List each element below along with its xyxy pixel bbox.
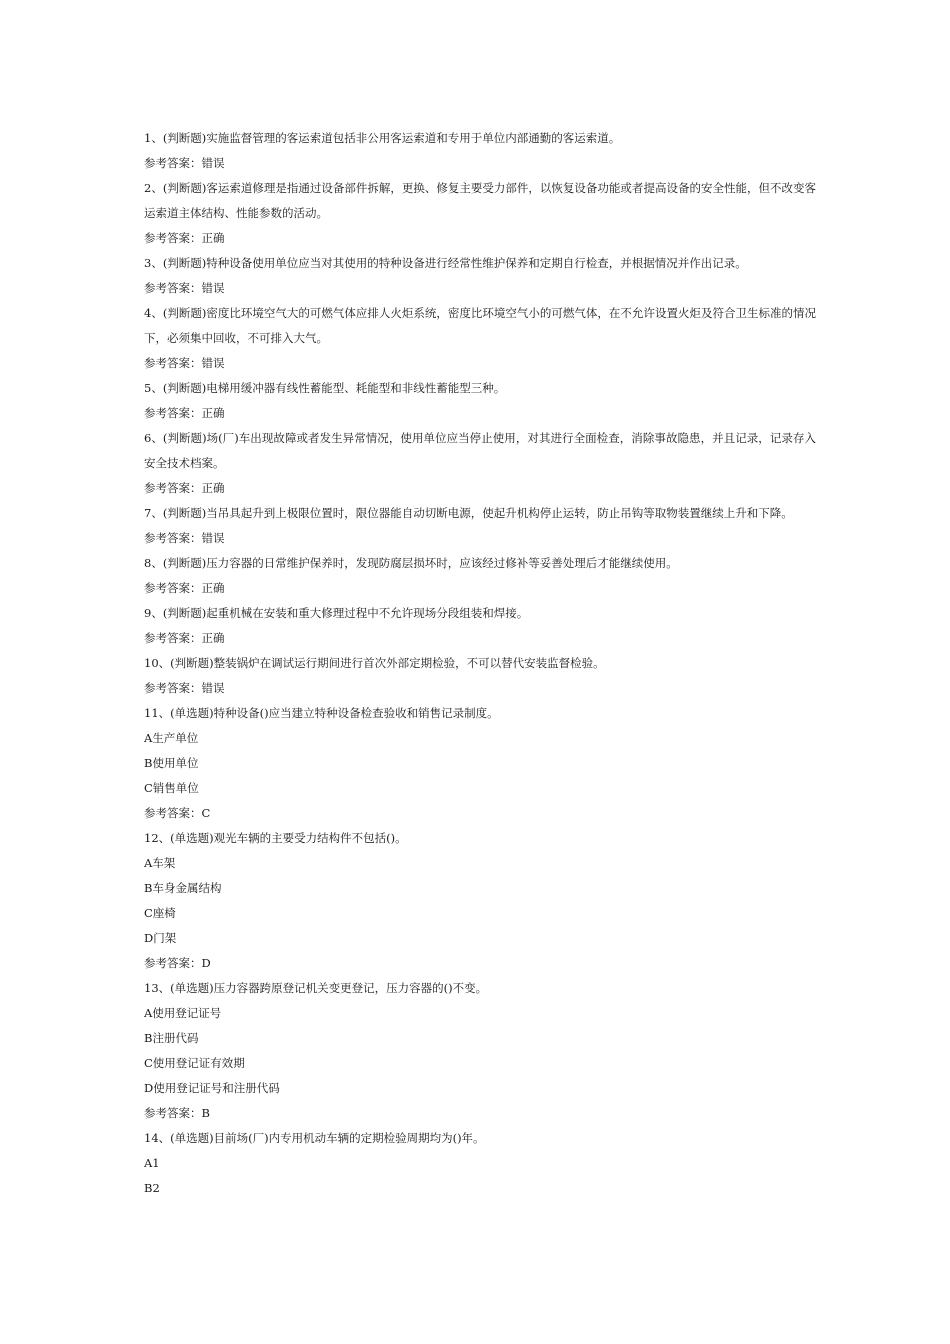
question-text: 7、(判断题)当吊具起升到上极限位置时，限位器能自动切断电源，使起升机构停止运转，防止吊钩等取物装置继续上升和下降。 (144, 506, 793, 520)
answer-text: 参考答案：D (144, 956, 211, 970)
question-text: 4、(判断题)密度比环境空气大的可燃气体应排人火炬系统，密度比环境空气小的可燃气体，在不允许设置火炬及符合卫生标准的情况下，必须集中回收，不可排入大气。 (144, 306, 816, 345)
answer-text: 参考答案：正确 (144, 406, 225, 420)
option-text: B车身金属结构 (144, 881, 222, 895)
answer-text: 参考答案：正确 (144, 231, 225, 245)
question-text: 12、(单选题)观光车辆的主要受力结构件不包括()。 (144, 831, 407, 845)
question-block (144, 651, 816, 701)
question-text: 5、(判断题)电梯用缓冲器有线性蓄能型、耗能型和非线性蓄能型三种。 (144, 381, 506, 395)
option-text: B使用单位 (144, 756, 199, 770)
question-block (144, 126, 816, 176)
option-text: A使用登记证号 (144, 1006, 222, 1020)
question-block (144, 826, 816, 976)
option-text: B2 (144, 1181, 160, 1195)
option-text: C使用登记证有效期 (144, 1056, 245, 1070)
option-text: D使用登记证号和注册代码 (144, 1081, 280, 1095)
answer-text: 参考答案：错误 (144, 281, 225, 295)
question-text: 6、(判断题)场(厂)车出现故障或者发生异常情况，使用单位应当停止使用，对其进行全面检查，消除事故隐患，并且记录，记录存入安全技术档案。 (144, 431, 816, 470)
question-block (144, 701, 816, 826)
question-block (144, 501, 816, 551)
question-text: 11、(单选题)特种设备()应当建立特种设备检查验收和销售记录制度。 (144, 706, 499, 720)
answer-text: 参考答案：错误 (144, 156, 225, 170)
question-block (144, 976, 816, 1126)
question-block (144, 376, 816, 426)
question-block (144, 426, 816, 501)
option-text: A生产单位 (144, 731, 199, 745)
question-text: 9、(判断题)起重机械在安装和重大修理过程中不允许现场分段组装和焊接。 (144, 606, 529, 620)
question-text: 14、(单选题)目前场(厂)内专用机动车辆的定期检验周期均为()年。 (144, 1131, 485, 1145)
answer-text: 参考答案：正确 (144, 481, 225, 495)
option-text: B注册代码 (144, 1031, 199, 1045)
answer-text: 参考答案：错误 (144, 681, 225, 695)
question-block (144, 601, 816, 651)
answer-text: 参考答案：正确 (144, 631, 225, 645)
answer-text: 参考答案：错误 (144, 356, 225, 370)
answer-text: 参考答案：正确 (144, 581, 225, 595)
question-text: 8、(判断题)压力容器的日常维护保养时，发现防腐层损坏时，应该经过修补等妥善处理后才能继续使用。 (144, 556, 678, 570)
answer-text: 参考答案：错误 (144, 531, 225, 545)
question-text: 1、(判断题)实施监督管理的客运索道包括非公用客运索道和专用于单位内部通勤的客运索道。 (144, 131, 621, 145)
option-text: C销售单位 (144, 781, 199, 795)
question-block (144, 551, 816, 601)
answer-text: 参考答案：B (144, 1106, 210, 1120)
question-text: 13、(单选题)压力容器跨原登记机关变更登记，压力容器的()不变。 (144, 981, 488, 995)
question-text: 2、(判断题)客运索道修理是指通过设备部件拆解，更换、修复主要受力部件，以恢复设备功能或者提高设备的安全性能，但不改变客运索道主体结构、性能参数的活动。 (144, 181, 816, 220)
option-text: A车架 (144, 856, 176, 870)
document-body (144, 126, 816, 1201)
question-block (144, 301, 816, 376)
option-text: A1 (144, 1156, 160, 1170)
question-text: 3、(判断题)特种设备使用单位应当对其使用的特种设备进行经常性维护保养和定期自行检查，并根据情况并作出记录。 (144, 256, 747, 270)
question-block (144, 251, 816, 301)
option-text: D门架 (144, 931, 177, 945)
answer-text: 参考答案：C (144, 806, 211, 820)
question-text: 10、(判断题)整装锅炉在调试运行期间进行首次外部定期检验，不可以替代安装监督检验。 (144, 656, 605, 670)
question-block (144, 176, 816, 251)
option-text: C座椅 (144, 906, 176, 920)
question-block (144, 1126, 816, 1201)
